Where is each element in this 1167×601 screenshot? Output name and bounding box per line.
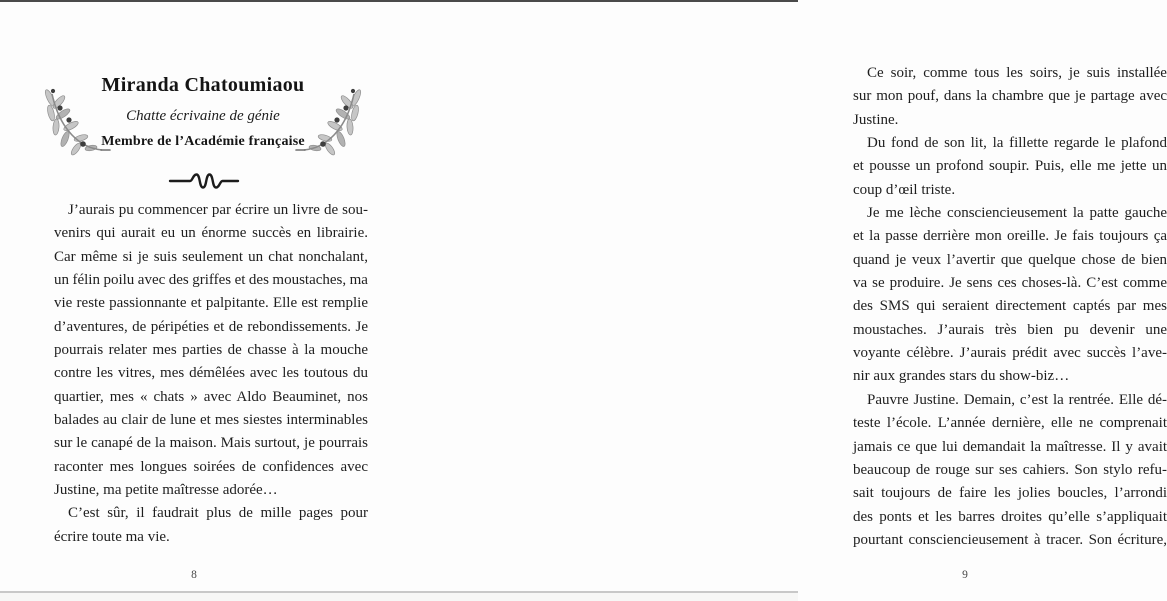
text-line: teste l’école. L’année dernière, elle ne comprenait — [853, 415, 1167, 432]
text-line: Je me lèche consciencieusement la patte gauche — [867, 205, 1167, 222]
text-line: Pauvre Justine. Demain, c’est la rentrée. Elle dé- — [867, 391, 1167, 408]
text-line: raconter mes longues soirées de confidences avec — [54, 458, 368, 475]
text-line: C’est sûr, il faudrait plus de mille pages pour — [68, 505, 368, 522]
text-line: moustaches. J’aurais très bien pu devenir une — [853, 321, 1167, 338]
page-right-text — [853, 62, 1167, 552]
text-line: quartier, mes « chats » avec Aldo Beauminet, nos — [54, 388, 368, 405]
text-line: Justine. — [853, 111, 899, 128]
paragraph — [853, 389, 1167, 552]
text-line: venirs qui aurait eu un énorme succès en librairie. — [54, 225, 368, 242]
page-left-text — [54, 199, 368, 549]
text-line: Du fond de son lit, la fillette regarde le plafond — [867, 135, 1167, 152]
text-line: contre les vitres, mes démêlées avec les toutous du — [54, 365, 369, 382]
text-line: sait toujours de faire les jolies boucles, l’arrondi — [853, 485, 1167, 502]
author-title: Miranda Chatoumiaou — [101, 74, 305, 96]
author-subtitle: Chatte écrivaine de génie — [126, 108, 280, 124]
text-line: un félin poilu avec des griffes et des moustaches, ma — [54, 272, 368, 289]
paragraph — [853, 202, 1167, 389]
text-line: pourtant consciencieusement à tracer. Son écriture, — [853, 531, 1167, 548]
text-line: nir aux grandes stars du show-biz… — [853, 368, 1070, 385]
paragraph — [54, 199, 368, 502]
text-line: jamais ce que lui demandait la maîtresse. Il y avait — [853, 438, 1167, 455]
text-line: vie reste passionnante et palpitante. Elle est remplie — [54, 295, 369, 312]
text-line: d’aventures, de péripéties et de rebondissements. Je — [54, 318, 368, 335]
text-line: Car même si je suis seulement un chat nonchalant, — [54, 248, 368, 265]
text-line: beaucoup de rouge sur ses cahiers. Son stylo refu- — [853, 461, 1167, 478]
text-line: J’aurais pu commencer par écrire un livre de sou- — [68, 202, 369, 218]
text-line: quand je veux l’avertir que quelque chose de bien — [853, 251, 1167, 268]
text-line: Justine, ma petite maîtresse adorée… — [54, 482, 278, 499]
text-line: des SMS qui seraient directement captés par mes — [853, 298, 1167, 315]
text-line: des ponts et les barres droites qu’elle s’appliquait — [853, 508, 1167, 525]
text-line: balades au clair de lune et mes siestes interminables — [54, 412, 368, 429]
author-affiliation: Membre de l’Académie française — [101, 134, 305, 149]
olive-branch-left-icon — [38, 86, 110, 178]
text-line: Ce soir, comme tous les soirs, je suis installée — [867, 65, 1167, 81]
text-line: voyante célèbre. J’aurais prédit avec succès l’ave- — [853, 345, 1167, 362]
olive-branch-right-icon — [296, 86, 368, 178]
paragraph — [853, 62, 1167, 132]
text-line: sur mon pouf, dans la chambre que je partage avec — [853, 88, 1167, 105]
text-line: écrire toute ma vie. — [54, 528, 170, 545]
text-line: et pousse un profond soupir. Puis, elle me jette un — [853, 158, 1167, 175]
rope-knot-divider-icon — [168, 172, 240, 190]
page-left — [0, 0, 399, 601]
text-line: et la passe derrière mon oreille. Je fais toujours ça — [853, 228, 1167, 245]
page-number-right: 9 — [962, 569, 968, 581]
text-line: coup d’œil triste. — [853, 181, 956, 198]
text-line: pourrais relater mes parties de chasse à la mouche — [54, 342, 369, 359]
page-bottom-margin — [0, 593, 798, 601]
paragraph — [54, 502, 368, 549]
text-line: sur le canapé de la maison. Mais surtout, je pourrais — [54, 435, 368, 452]
chapter-header — [40, 74, 366, 174]
page-right — [399, 0, 1167, 601]
paragraph — [853, 132, 1167, 202]
text-line: va se produire. Je sens ces choses-là. C’est comme — [853, 275, 1167, 292]
page-number-left: 8 — [191, 569, 197, 581]
